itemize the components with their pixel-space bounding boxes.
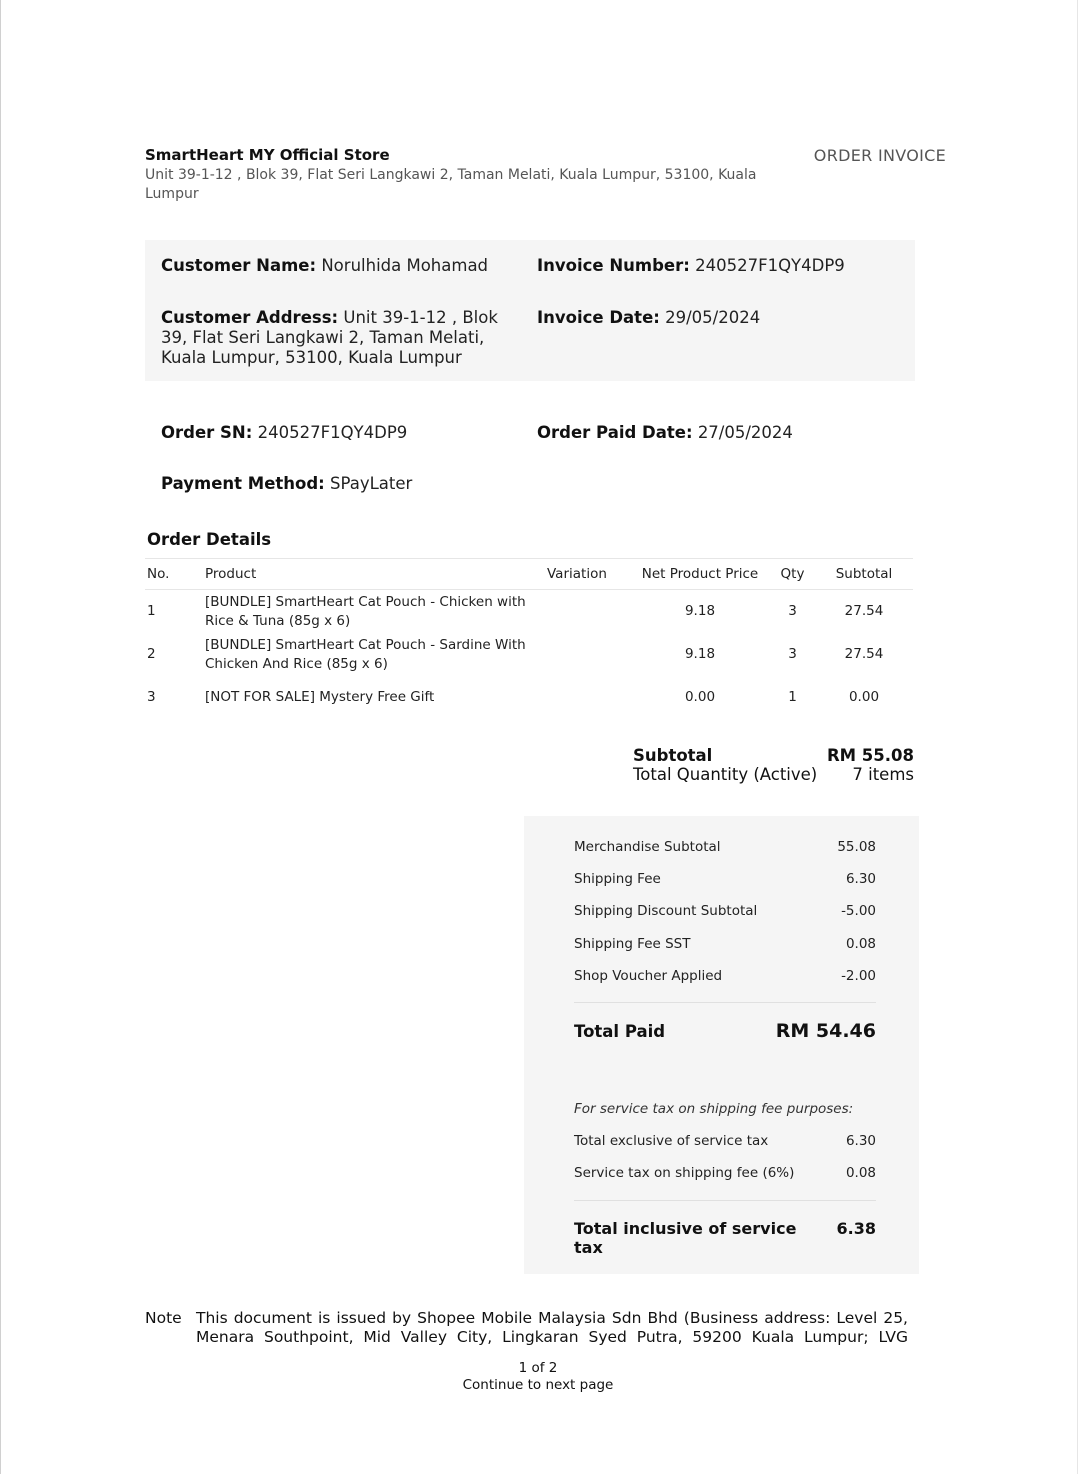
service-tax-row: [574, 1165, 876, 1181]
note-text: This document is issued by Shopee Mobile Malaysia Sdn Bhd (Business address: Level 25, Menara Southpoint, Mid Valley City, Lingkaran Syed Putra, 59200 Kuala Lumpur; LVG: [196, 1309, 908, 1346]
page-edge-left: [0, 0, 1, 1474]
total-paid-value: RM 54.46: [775, 1020, 876, 1042]
totals-divider: [574, 1002, 876, 1003]
row-no: 1: [147, 603, 156, 619]
header-variation: Variation: [547, 559, 630, 590]
row-price: 9.18: [684, 646, 716, 662]
shop-voucher-row: [574, 968, 876, 984]
invoice-number-label: Invoice Number:: [537, 256, 690, 275]
order-details-title: Order Details: [147, 530, 272, 549]
shipping-fee-sst-row: [574, 936, 876, 952]
payment-method-field: [161, 474, 412, 494]
total-inclusive-value: 6.38: [836, 1219, 876, 1238]
invoice-date-field: [537, 308, 760, 328]
invoice-number-value: 240527F1QY4DP9: [695, 256, 845, 275]
row-price: 9.18: [684, 603, 716, 619]
payment-method-label: Payment Method:: [161, 474, 325, 493]
table-header-row: [145, 559, 913, 590]
totals-row-value: -2.00: [841, 968, 876, 984]
row-price: 0.00: [684, 689, 716, 705]
row-subtotal: 27.54: [844, 603, 884, 619]
row-product: [NOT FOR SALE] Mystery Free Gift: [205, 689, 435, 705]
invoice-date-label: Invoice Date:: [537, 308, 660, 327]
totals-row-label: Shipping Discount Subtotal: [574, 903, 758, 919]
totals-row-value: 0.08: [845, 1165, 876, 1181]
total-paid-label: Total Paid: [574, 1022, 666, 1041]
total-inclusive-label: Total inclusive of service tax: [574, 1219, 797, 1257]
shipping-fee-row: [574, 871, 876, 887]
subtotal-value: RM 55.08: [826, 746, 914, 765]
service-tax-note: For service tax on shipping fee purposes:: [574, 1101, 854, 1117]
customer-address-label: Customer Address:: [161, 308, 339, 327]
row-no: 2: [147, 646, 156, 662]
header-net-price: Net Product Price: [630, 559, 770, 590]
table-row: [145, 676, 913, 719]
customer-address-value: Unit 39-1-12 , Blok 39, Flat Seri Langkawi 2, Taman Melati, Kuala Lumpur, 53100, Kuala Lumpur: [161, 308, 498, 367]
page-number: 1 of 2: [518, 1360, 558, 1376]
totals-row-value: -5.00: [841, 903, 876, 919]
row-qty: 3: [788, 646, 797, 662]
document-title: ORDER INVOICE: [813, 146, 946, 165]
row-qty: 3: [788, 603, 797, 619]
order-sn-value: 240527F1QY4DP9: [257, 423, 408, 442]
subtotal-label: Subtotal: [633, 746, 713, 765]
order-details-table: [145, 558, 913, 719]
table-row: [145, 590, 913, 634]
customer-name-value: Norulhida Mohamad: [321, 256, 489, 275]
totals-row-label: Total exclusive of service tax: [574, 1133, 769, 1149]
store-name: SmartHeart MY Official Store: [145, 146, 390, 164]
header-qty: Qty: [770, 559, 815, 590]
total-exclusive-tax-row: [574, 1133, 876, 1149]
totals-row-label: Shop Voucher Applied: [574, 968, 723, 984]
continue-label: Continue to next page: [462, 1377, 614, 1393]
totals-row-label: Shipping Fee SST: [574, 936, 691, 952]
customer-name-label: Customer Name:: [161, 256, 317, 275]
totals-row-value: 0.08: [845, 936, 876, 952]
row-qty: 1: [788, 689, 797, 705]
order-paid-date-value: 27/05/2024: [697, 423, 793, 442]
order-sn-field: [161, 423, 407, 443]
total-quantity-label: Total Quantity (Active): [633, 765, 818, 784]
totals-row-label: Merchandise Subtotal: [574, 839, 721, 855]
shipping-discount-row: [574, 903, 876, 919]
order-paid-date-label: Order Paid Date:: [537, 423, 693, 442]
row-no: 3: [147, 689, 156, 705]
row-subtotal: 27.54: [844, 646, 884, 662]
page-edge-right: [1077, 0, 1078, 1474]
totals-row-label: Shipping Fee: [574, 871, 661, 887]
row-variation: [547, 676, 630, 719]
customer-address-field: [161, 308, 506, 368]
totals-row-value: 6.30: [845, 1133, 876, 1149]
row-variation: [547, 590, 630, 634]
header-product: Product: [205, 559, 547, 590]
header-subtotal: Subtotal: [815, 559, 913, 590]
row-product: [BUNDLE] SmartHeart Cat Pouch - Sardine With Chicken And Rice (85g x 6): [205, 636, 526, 672]
note-label: Note: [145, 1309, 182, 1327]
merchandise-subtotal-row: [574, 839, 876, 855]
header-no: No.: [145, 559, 205, 590]
table-row: [145, 633, 913, 676]
row-variation: [547, 633, 630, 676]
totals-row-value: 55.08: [837, 839, 876, 855]
totals-row-label: Service tax on shipping fee (6%): [574, 1165, 795, 1181]
row-product: [BUNDLE] SmartHeart Cat Pouch - Chicken with Rice & Tuna (85g x 6): [205, 593, 526, 629]
customer-name-field: [161, 256, 488, 276]
order-paid-date-field: [537, 423, 793, 443]
invoice-number-field: [537, 256, 845, 276]
total-quantity-value: 7 items: [852, 765, 914, 784]
total-inclusive-row: [574, 1219, 876, 1257]
order-sn-label: Order SN:: [161, 423, 253, 442]
totals-row-value: 6.30: [845, 871, 876, 887]
row-subtotal: 0.00: [848, 689, 880, 705]
payment-method-value: SPayLater: [330, 474, 413, 493]
invoice-date-value: 29/05/2024: [665, 308, 761, 327]
totals-divider: [574, 1200, 876, 1201]
store-address: Unit 39-1-12 , Blok 39, Flat Seri Langkawi 2, Taman Melati, Kuala Lumpur, 53100, Kuala Lumpur: [145, 167, 757, 202]
